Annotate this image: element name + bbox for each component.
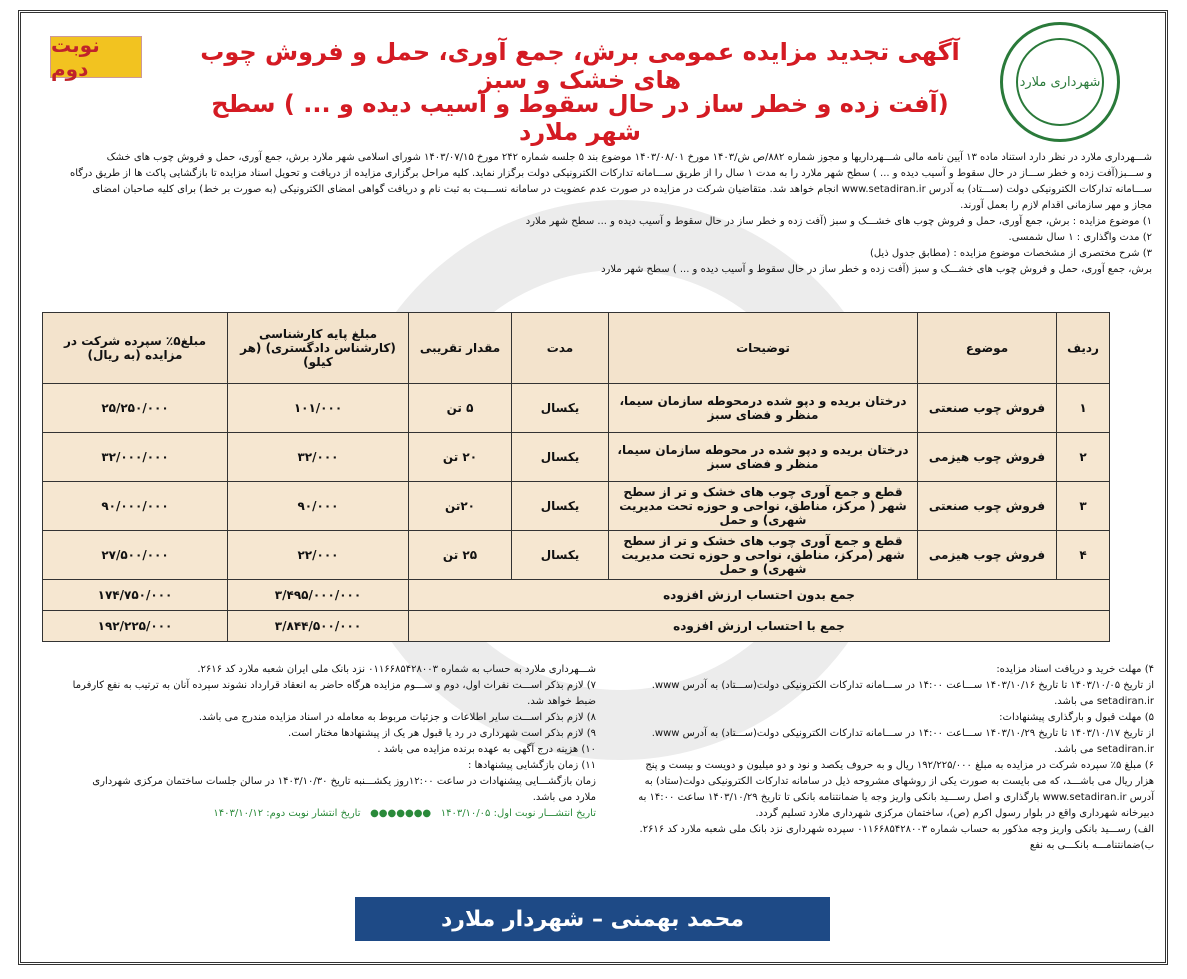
term-line: ضبط خواهد شد. bbox=[527, 696, 596, 707]
intro-line: برش، جمع آوری، حمل و فروش چوب های خشـــک و سبز (آفت زده و خطر ساز در حال سقوط و آسیب دیده و ... ) سطح شهر ملارد bbox=[601, 264, 1152, 275]
term-line: الف) رســـید بانکی واریز وجه مذکور به حساب شماره ۰۱۱۶۶۸۵۴۲۸۰۰۳ سپرده شهرداری نزد بانک ملی شعبه ملارد کد ۲۶۱۶. bbox=[639, 824, 1154, 835]
table-cell: قطع و جمع آوری چوب های خشک و تر از سطح شهر (مرکز، مناطق، نواحی و حوزه تحت مدیریت شهری) و حمل bbox=[609, 531, 918, 580]
intro-line: ۳) شرح مختصری از مشخصات موضوع مزایده : (مطابق جدول ذیل) bbox=[869, 248, 1152, 259]
total-deposit: ۱۹۲/۲۲۵/۰۰۰ bbox=[43, 611, 228, 642]
intro-line: ۱) موضوع مزایده : برش، جمع آوری، حمل و فروش چوب های خشـــک و سبز (آفت زده و خطر ساز در حال سقوط و آسیب دیده و ... سطح شهر ملارد bbox=[525, 216, 1152, 227]
table-cell: ۳۲/۰۰۰ bbox=[228, 433, 409, 482]
table-cell: ۹۰/۰۰۰/۰۰۰ bbox=[43, 482, 228, 531]
table-row bbox=[43, 482, 1110, 531]
intro-text bbox=[32, 150, 1152, 278]
table-cell: ۳۲/۰۰۰/۰۰۰ bbox=[43, 433, 228, 482]
term-line: setadiran.ir می باشد. bbox=[1054, 744, 1154, 755]
header-cell: مقدار تقریبی bbox=[409, 313, 512, 384]
total-deposit: ۱۷۴/۷۵۰/۰۰۰ bbox=[43, 580, 228, 611]
term-line: آدرس www.setadiran.ir بارگذاری و اصل رســـید بانکی واریز وجه یا ضمانتنامه بانکی تا تاریخ ۱۴۰۳/۱۰/۲۹ ساعت ۱۴:۰۰ به bbox=[638, 792, 1154, 803]
table-cell: فروش چوب صنعتی bbox=[918, 482, 1057, 531]
table-cell: فروش چوب صنعتی bbox=[918, 384, 1057, 433]
header-cell: توضیحات bbox=[609, 313, 918, 384]
term-line: setadiran.ir می باشد. bbox=[1054, 696, 1154, 707]
table-cell: ۲۲/۰۰۰ bbox=[228, 531, 409, 580]
table-cell: فروش چوب هیزمی bbox=[918, 433, 1057, 482]
intro-line: و ســـبز(آفت زده و خطر ســـاز در حال سقوط و آسیب دیده و ... ) سطح شهر ملارد را به مدت ۱ سال را از طریق ســـامانه تدارکات الکترونیکی دولت برگزار نماید. کلیه مراحل برگزاری مزایده از دریافت و تحویل اسناد مزایده تا بازگشایی پاکت ها از طریق درگاه bbox=[70, 168, 1152, 179]
table-cell: یکسال bbox=[512, 482, 609, 531]
table-cell: ۲ bbox=[1057, 433, 1110, 482]
municipality-logo bbox=[1000, 22, 1120, 142]
total-label: جمع با احتساب ارزش افزوده bbox=[409, 611, 1110, 642]
term-line: هزار ریال می باشـــد، که می بایست به صورت یکی از روشهای مشروحه ذیل در سامانه تدارکات الکترونیکی دولت(ستاد) به bbox=[644, 776, 1154, 787]
total-row bbox=[43, 580, 1110, 611]
header-cell: مبلغ پایه کارشناسی (کارشناس دادگستری) (هر کیلو) bbox=[228, 313, 409, 384]
header-cell: مبلغ۵٪ سپرده شرکت در مزایده (به ریال) bbox=[43, 313, 228, 384]
table-cell: ۲۵/۲۵۰/۰۰۰ bbox=[43, 384, 228, 433]
header-cell: ردیف bbox=[1057, 313, 1110, 384]
terms-left-column bbox=[36, 662, 596, 822]
total-label: جمع بدون احتساب ارزش افزوده bbox=[409, 580, 1110, 611]
term-line: دبیرخانه شهرداری واقع در بلوار رسول اکرم (ص)، ساختمان مرکزی شهرداری ملارد تسلیم گردد. bbox=[755, 808, 1154, 819]
header-cell: مدت bbox=[512, 313, 609, 384]
publish-dates bbox=[36, 806, 596, 822]
publish-second: تاریخ انتشار نوبت دوم: ۱۴۰۳/۱۰/۱۲ bbox=[213, 808, 361, 819]
table-cell: ۲۰تن bbox=[409, 482, 512, 531]
term-line: ۹) لازم بذکر است شهرداری در رد یا قبول هر یک از پیشنهادها مختار است. bbox=[288, 728, 596, 739]
table-cell: یکسال bbox=[512, 433, 609, 482]
auction-table bbox=[42, 312, 1110, 642]
term-line: از تاریخ ۱۴۰۳/۱۰/۰۵ تا تاریخ ۱۴۰۳/۱۰/۱۶ ســـاعت ۱۴:۰۰ در ســـامانه تدارکات الکترونیکی دولت(ســـتاد) به آدرس www. bbox=[651, 680, 1154, 691]
total-row bbox=[43, 611, 1110, 642]
notice-subtitle: (آفت زده و خطر ساز در حال سقوط و آسیب دیده و ... ) سطح شهر ملارد bbox=[211, 90, 949, 146]
intro-line: ســـامانه تدارکات الکترونیکی دولت (ســـتاد) به آدرس www.setadiran.ir انجام خواهد شد. متقاضیان شرکت در مزایده در صورت عدم عضویت در سامانه نســـبت به ثبت نام و دریافت گواهی امضای الکترونیکی (به صورت بر خط) برای کلیه صاحبان امضای bbox=[92, 184, 1152, 195]
term-line: ۷) لازم بذکر اســـت نفرات اول، دوم و ســـوم مزایده هرگاه حاضر به انعقاد قرارداد نشوند سپرده آنان به ترتیب به نفع کارفرما bbox=[72, 680, 596, 691]
table-cell: ۲۰ تن bbox=[409, 433, 512, 482]
term-line: شـــهرداری ملارد به حساب به شماره ۰۱۱۶۶۸۵۴۲۸۰۰۳ نزد بانک ملی ایران شعبه ملارد کد ۲۶۱۶. bbox=[197, 664, 596, 675]
table-header-row bbox=[43, 313, 1110, 384]
mayor-signature-banner: محمد بهمنی – شهردار ملارد bbox=[355, 897, 830, 941]
term-line: ۵) مهلت قبول و بارگذاری پیشنهادات: bbox=[999, 712, 1154, 723]
term-line: ۶) مبلغ ۵٪ سپرده شرکت در مزایده به مبلغ ۱۹۲/۲۲۵/۰۰۰ ریال و به حروف یکصد و نود و دو میلیون و دویست و بیست و پنج bbox=[645, 760, 1154, 771]
publish-first: تاریخ انتشـــار نوبت اول: ۱۴۰۳/۱۰/۰۵ bbox=[440, 808, 596, 819]
term-line: ملارد می باشد. bbox=[532, 792, 596, 803]
header-cell: موضوع bbox=[918, 313, 1057, 384]
table-row bbox=[43, 531, 1110, 580]
term-line: ۸) لازم بذکر اســـت سایر اطلاعات و جزئیات مربوط به معامله در اسناد مزایده مندرج می باشد. bbox=[198, 712, 596, 723]
table-cell: ۲۵ تن bbox=[409, 531, 512, 580]
intro-line: ۲) مدت واگذاری : ۱ سال شمسی. bbox=[1008, 232, 1152, 243]
table-cell: یکسال bbox=[512, 531, 609, 580]
table-cell: ۴ bbox=[1057, 531, 1110, 580]
table-cell: ۹۰/۰۰۰ bbox=[228, 482, 409, 531]
publish-separator: ●●●●●●● bbox=[370, 808, 432, 819]
table-cell: درختان بریده و دپو شده درمحوطه سازمان سیما، منظر و فضای سبز bbox=[609, 384, 918, 433]
table-cell: ۲۷/۵۰۰/۰۰۰ bbox=[43, 531, 228, 580]
total-base: ۳/۴۹۵/۰۰۰/۰۰۰ bbox=[228, 580, 409, 611]
table-cell: قطع و جمع آوری چوب های خشک و تر از سطح شهر ( مرکز، مناطق، نواحی و حوزه تحت مدیریت شهری) و حمل bbox=[609, 482, 918, 531]
table-cell: ۵ تن bbox=[409, 384, 512, 433]
intro-line: مجاز و مهر سازمانی اقدام لازم را بعمل آورند. bbox=[960, 200, 1152, 211]
table-cell: فروش چوب هیزمی bbox=[918, 531, 1057, 580]
term-line: ۱۱) زمان بازگشایی پیشنهادها : bbox=[468, 760, 596, 771]
table-row bbox=[43, 384, 1110, 433]
notice-title: آگهی تجدید مزایده عمومی برش، جمع آوری، حمل و فروش چوب های خشک و سبز bbox=[200, 38, 960, 94]
term-line: زمان بازگشـــایی پیشنهادات در ساعت ۱۲:۰۰روز یکشـــنبه تاریخ ۱۴۰۳/۱۰/۳۰ در سالن جلسات ساختمان مرکزی شهرداری bbox=[92, 776, 596, 787]
round-badge: نوبت دوم bbox=[50, 36, 142, 78]
table-cell: درختان بریده و دپو شده در محوطه سازمان سیما، منظر و فضای سبز bbox=[609, 433, 918, 482]
intro-line: شـــهرداری ملارد در نظر دارد استناد ماده ۱۳ آیین نامه مالی شـــهرداریها و مجوز شماره ۸۸۲/ص ش/۱۴۰۳ مورخ ۱۴۰۳/۰۸/۰۱ موضوع بند ۵ جلسه شماره ۲۴۲ مورخ ۱۴۰۳/۰۷/۱۵ شورای اسلامی شهر ملارد برش، جمع آوری، حمل و فروش چوب های خشک bbox=[106, 152, 1152, 163]
term-line: از تاریخ ۱۴۰۳/۱۰/۱۷ تا تاریخ ۱۴۰۳/۱۰/۲۹ ســـاعت ۱۴:۰۰ در ســـامانه تدارکات الکترونیکی دولت(ســـتاد) به آدرس www. bbox=[651, 728, 1154, 739]
logo-emblem: شهرداری ملارد bbox=[1016, 38, 1104, 126]
term-line: ب)ضمانتنامـــه بانکـــی به نفع bbox=[1029, 840, 1154, 851]
table-cell: ۳ bbox=[1057, 482, 1110, 531]
term-line: ۴) مهلت خرید و دریافت اسناد مزایده: bbox=[996, 664, 1154, 675]
table-row bbox=[43, 433, 1110, 482]
table-cell: ۱ bbox=[1057, 384, 1110, 433]
table-cell: ۱۰۱/۰۰۰ bbox=[228, 384, 409, 433]
total-base: ۳/۸۴۴/۵۰۰/۰۰۰ bbox=[228, 611, 409, 642]
table-cell: یکسال bbox=[512, 384, 609, 433]
terms-right-column bbox=[606, 662, 1154, 854]
term-line: ۱۰) هزینه درج آگهی به عهده برنده مزایده می باشد . bbox=[377, 744, 596, 755]
